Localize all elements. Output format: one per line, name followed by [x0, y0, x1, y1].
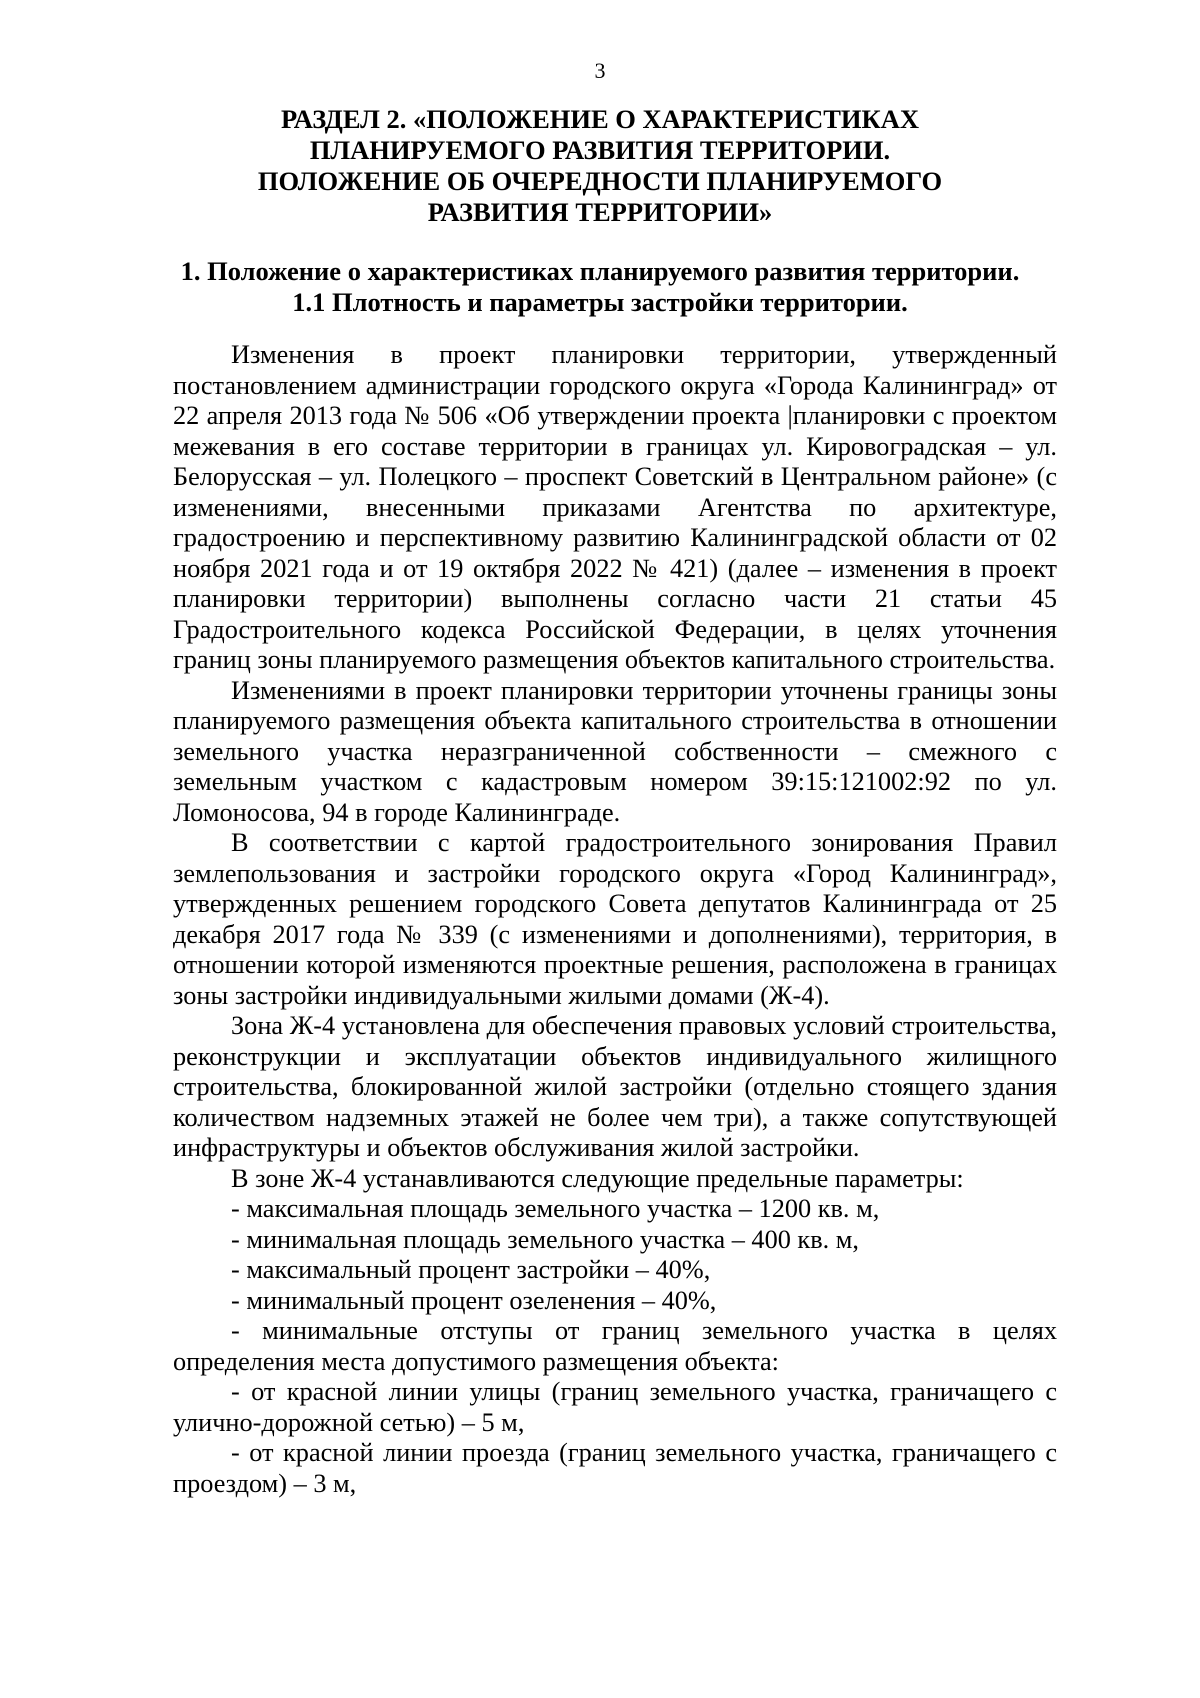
- section-title-line: ПЛАНИРУЕМОГО РАЗВИТИЯ ТЕРРИТОРИИ.: [309, 135, 891, 165]
- subsection-heading: [140, 256, 1060, 318]
- section-title-line: ПОЛОЖЕНИЕ ОБ ОЧЕРЕДНОСТИ ПЛАНИРУЕМОГО: [257, 166, 943, 196]
- section-title-line: РАЗВИТИЯ ТЕРРИТОРИИ»: [427, 197, 773, 227]
- paragraph: В соответствии с картой градостроительного зонирования Правил землепользования и застройки городского округа «Город Калининград», утвержденных решением городского Совета депутатов Калининграда от 25 декабря 2017 года № 339 (с изменениями и дополнениями), территория, в отношении которой изменяются проектные решения, расположена в границах зоны застройки индивидуальными жилыми домами (Ж-4).: [173, 828, 1057, 1010]
- paragraph: Изменениями в проект планировки территории уточнены границы зоны планируемого размещения объекта капитального строительства в отношении земельного участка неразграниченной собственности – смежного с земельным участком с кадастровым номером 39:15:121002:92 по ул. Ломоносова, 94 в городе Калининграде.: [173, 675, 1057, 827]
- subsection-heading-2: 1.1 Плотность и параметры застройки территории.: [292, 287, 908, 317]
- list-item: - максимальная площадь земельного участка – 1200 кв. м,: [231, 1194, 880, 1223]
- list-item: - от красной линии улицы (границ земельного участка, граничащего с улично-дорожной сетью) – 5 м,: [173, 1377, 1057, 1437]
- subsection-heading-1: 1. Положение о характеристиках планируемого развития территории.: [180, 256, 1020, 286]
- paragraph: В зоне Ж-4 устанавливаются следующие предельные параметры:: [231, 1163, 964, 1193]
- list-item: - минимальный процент озеленения – 40%,: [231, 1285, 717, 1315]
- section-title: [140, 104, 1060, 228]
- list-item: - максимальный процент застройки – 40%,: [231, 1255, 711, 1284]
- list-item: - от красной линии проезда (границ земельного участка, граничащего с проездом) – 3 м,: [173, 1438, 1057, 1498]
- page-number: 3: [594, 58, 606, 83]
- paragraph: Изменения в проект планировки территории, утвержденный постановлением администрации городского округа «Города Калининград» от 22 апреля 2013 года № 506 «Об утверждении проекта |планировки с проектом межевания в его составе территории в границах ул. Кировоградская – ул. Белорусская – ул. Полецкого – проспект Советский в Центральном районе» (с изменениями, внесенными приказами Агентства по архитектуре, градостроению и перспективному развитию Калининградской области от 02 ноября 2021 года и от 19 октября 2022 № 421) (далее – изменения в проект планировки территории) выполнены согласно части 21 статьи 45 Градостроительного кодекса Российской Федерации, в целях уточнения границ зоны планируемого размещения объектов капитального строительства.: [173, 340, 1057, 674]
- document-body: [173, 340, 1057, 1499]
- list-item: - минимальная площадь земельного участка – 400 кв. м,: [231, 1224, 859, 1254]
- list-item: - минимальные отступы от границ земельного участка в целях определения места допустимого размещения объекта:: [173, 1316, 1057, 1376]
- section-title-line: РАЗДЕЛ 2. «ПОЛОЖЕНИЕ О ХАРАКТЕРИСТИКАХ: [280, 104, 920, 134]
- paragraph: Зона Ж-4 установлена для обеспечения правовых условий строительства, реконструкции и эксплуатации объектов индивидуального жилищного строительства, блокированной жилой застройки (отдельно стоящего здания количеством надземных этажей не более чем три), а также сопутствующей инфраструктуры и объектов обслуживания жилой застройки.: [173, 1011, 1057, 1162]
